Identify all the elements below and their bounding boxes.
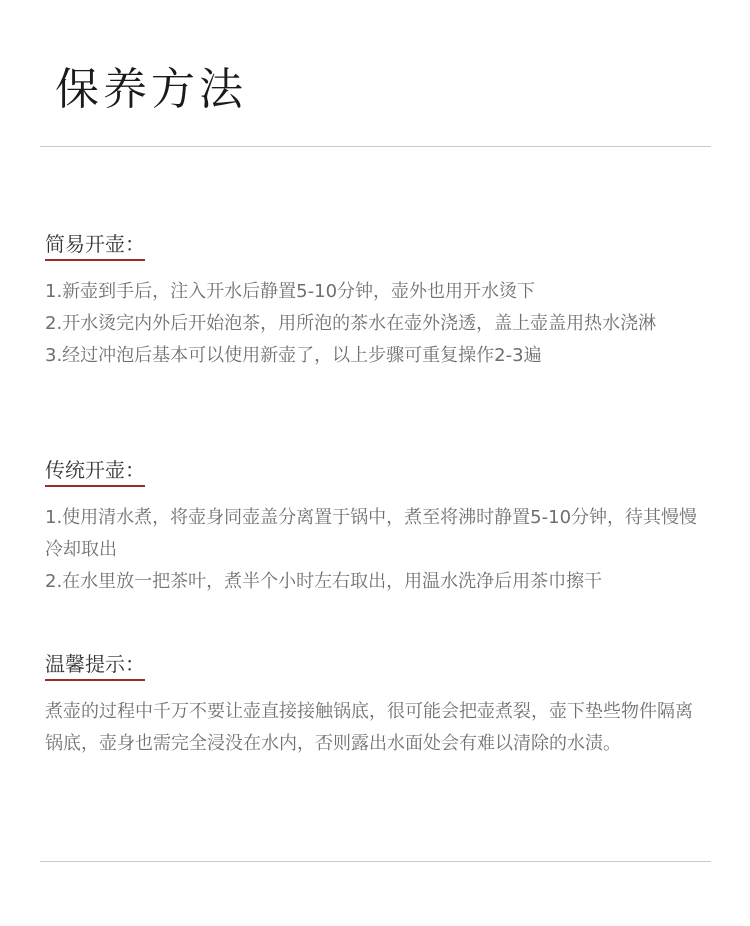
body-line: 3.经过冲泡后基本可以使用新壶了，以上步骤可重复操作2-3遍 bbox=[45, 345, 542, 366]
top-divider bbox=[40, 146, 711, 147]
section-traditional-opening bbox=[45, 456, 710, 598]
section-simple-opening bbox=[45, 230, 710, 372]
bottom-divider bbox=[40, 861, 711, 862]
section-heading: 温馨提示： bbox=[45, 650, 145, 681]
body-line: 2.开水烫完内外后开始泡茶，用所泡的茶水在壶外浇透，盖上壶盖用热水浇淋 bbox=[45, 313, 657, 334]
body-line: 1.新壶到手后，注入开水后静置5-10分钟，壶外也用开水烫下 bbox=[45, 281, 536, 302]
section-body bbox=[45, 502, 710, 598]
section-heading: 简易开壶： bbox=[45, 230, 145, 261]
page-title: 保养方法 bbox=[55, 64, 247, 115]
section-body bbox=[45, 276, 710, 372]
section-tips bbox=[45, 650, 710, 760]
section-heading: 传统开壶： bbox=[45, 456, 145, 487]
body-line: 煮壶的过程中千万不要让壶直接接触锅底，很可能会把壶煮裂，壶下垫些物件隔离锅底，壶身也需完全浸没在水内，否则露出水面处会有难以清除的水渍。 bbox=[45, 701, 693, 754]
body-line: 1.使用清水煮，将壶身同壶盖分离置于锅中，煮至将沸时静置5-10分钟，待其慢慢冷却取出 bbox=[45, 507, 698, 560]
section-body bbox=[45, 696, 710, 760]
body-line: 2.在水里放一把茶叶，煮半个小时左右取出，用温水洗净后用茶巾擦干 bbox=[45, 571, 603, 592]
